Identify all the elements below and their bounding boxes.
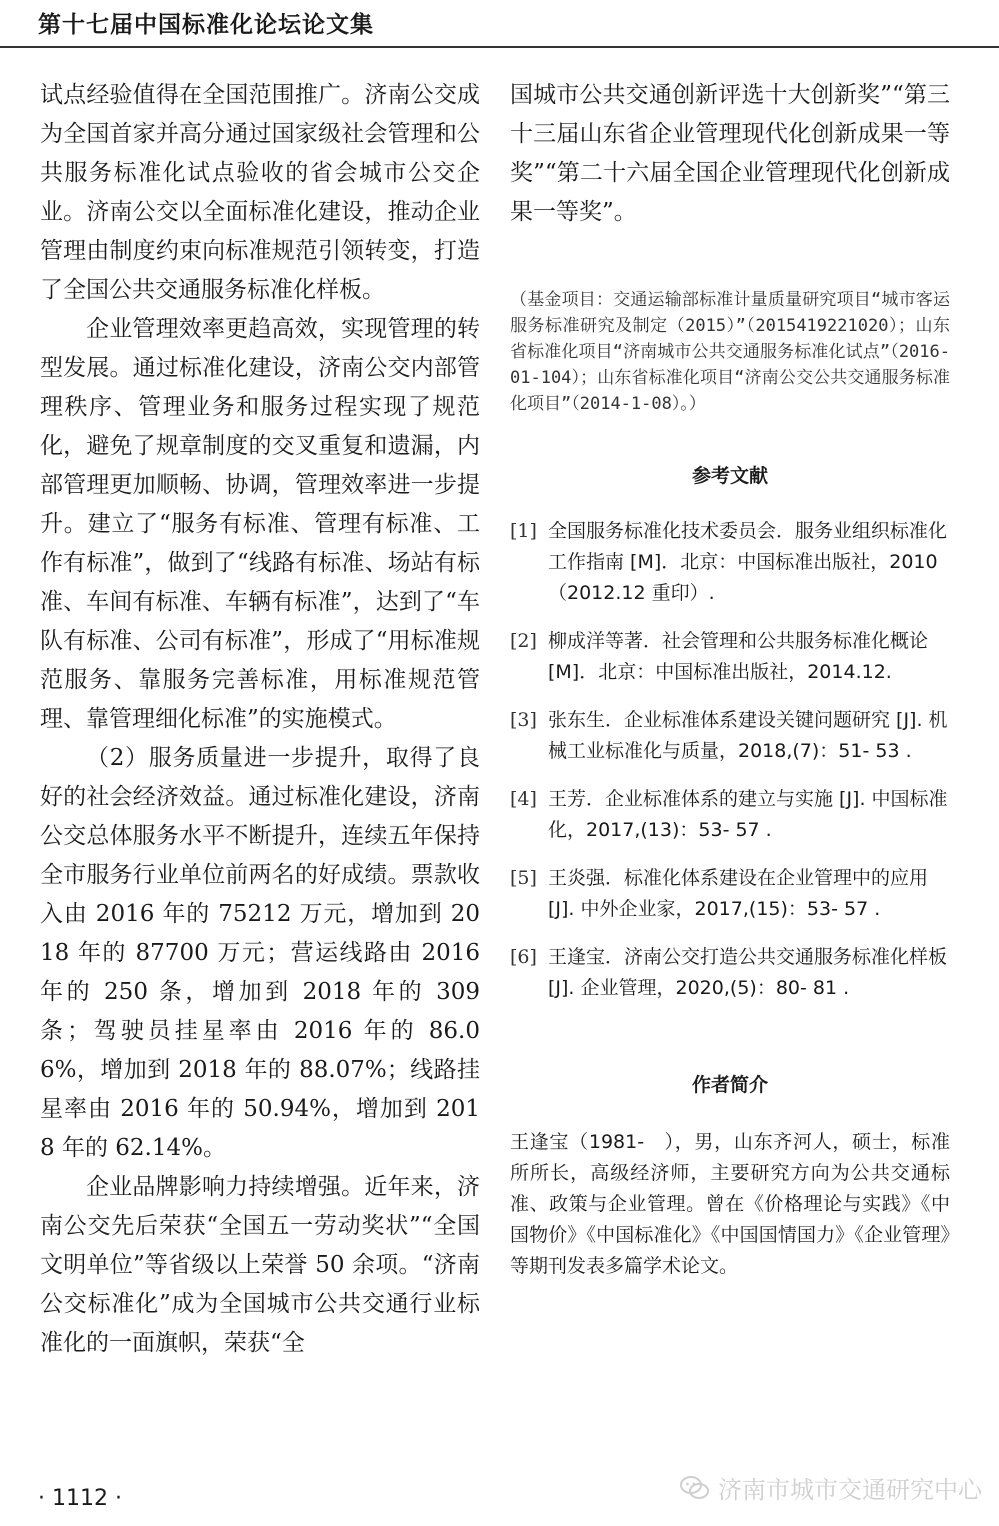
reference-text: 张东生．企业标准体系建设关键问题研究 [J]. 机械工业标准化与质量，2018,(7)：51- 53 . bbox=[548, 709, 948, 762]
reference-item bbox=[510, 516, 950, 609]
reference-number: [2] bbox=[510, 630, 537, 652]
running-header bbox=[0, 0, 999, 48]
watermark-text: 济南市城市交通研究中心 bbox=[718, 1476, 982, 1504]
reference-item bbox=[510, 863, 950, 925]
reference-number: [3] bbox=[510, 709, 537, 731]
author-bio: 王逢宝（1981- ），男，山东齐河人，硕士，标准所所长，高级经济师，主要研究方向为公共交通标准、政策与企业管理。曾在《价格理论与实践》《中国物价》《中国标准化》《中国国情国力》《企业管理》等期刊发表多篇学术论文。 bbox=[510, 1131, 950, 1277]
reference-item bbox=[510, 784, 950, 846]
wechat-icon bbox=[680, 1475, 710, 1501]
page-number: · 1112 · bbox=[38, 1486, 122, 1511]
reference-text: 王逢宝．济南公交打造公共交通服务标准化样板 [J]. 企业管理，2020,(5)：80- 81 . bbox=[548, 946, 948, 999]
reference-number: [6] bbox=[510, 946, 537, 968]
body-paragraph: （2）服务质量进一步提升，取得了良好的社会经济效益。通过标准化建设，济南公交总体服务水平不断提升，连续五年保持全市服务行业单位前两名的好成绩。票款收入由 2016 年的 75212 万元，增加到 2018 年的 87700 万元；营运线路由 2016 年的 250 条，增加到 2018 年的 309 条；驾驶员挂星率由 2016 年的 86.06%，增加到 2018 年的 88.07%；线路挂星率由 2016 年的 50.94%，增加到 2018 年的 62.14%。 bbox=[40, 745, 480, 1161]
references-list bbox=[510, 516, 950, 1004]
fund-note: （基金项目：交通运输部标准计量质量研究项目“城市客运服务标准研究及制定（2015）”（2015419221020）；山东省标准化项目“济南城市公共交通服务标准化试点”（2016-01-104）；山东省标准化项目“济南公交公共交通服务标准化项目”（2014-1-08）。） bbox=[510, 290, 950, 414]
references-title: 参考文献 bbox=[691, 465, 768, 487]
watermark bbox=[680, 1470, 982, 1505]
header-title: 第十七届中国标准化论坛论文集 bbox=[38, 12, 374, 38]
reference-item bbox=[510, 626, 950, 688]
body-paragraph: 企业品牌影响力持续增强。近年来，济南公交先后荣获“全国五一劳动奖状”“全国文明单位”等省级以上荣誉 50 余项。“济南公交标准化”成为全国城市公共交通行业标准化的一面旗帜，荣获“全 bbox=[40, 1174, 480, 1356]
reference-number: [5] bbox=[510, 867, 537, 889]
reference-text: 王炎强．标准化体系建设在企业管理中的应用 [J]. 中外企业家，2017,(15)：53- 57 . bbox=[548, 867, 929, 920]
reference-text: 全国服务标准化技术委员会．服务业组织标准化工作指南 [M]．北京：中国标准出版社，2010（2012.12 重印）. bbox=[548, 520, 948, 604]
body-paragraph: 试点经验值得在全国范围推广。济南公交成为全国首家并高分通过国家级社会管理和公共服务标准化试点验收的省会城市公交企业。济南公交以全面标准化建设，推动企业管理由制度约束向标准规范引领转变，打造了全国公共交通服务标准化样板。 bbox=[40, 82, 480, 303]
author-title: 作者简介 bbox=[691, 1074, 768, 1096]
reference-text: 柳成洋等著．社会管理和公共服务标准化概论 [M]．北京：中国标准出版社，2014.12. bbox=[548, 630, 929, 683]
reference-text: 王芳．企业标准体系的建立与实施 [J]. 中国标准化，2017,(13)：53- 57 . bbox=[548, 788, 948, 841]
reference-item bbox=[510, 942, 950, 1004]
body-paragraph: 企业管理效率更趋高效，实现管理的转型发展。通过标准化建设，济南公交内部管理秩序、管理业务和服务过程实现了规范化，避免了规章制度的交叉重复和遗漏，内部管理更加顺畅、协调，管理效率进一步提升。建立了“服务有标准、管理有标准、工作有标准”，做到了“线路有标准、场站有标准、车间有标准、车辆有标准”，达到了“车队有标准、公司有标准”，形成了“用标准规范服务、靠服务完善标准，用标准规范管理、靠管理细化标准”的实施模式。 bbox=[40, 316, 480, 732]
reference-number: [4] bbox=[510, 788, 537, 810]
reference-item bbox=[510, 705, 950, 767]
right-column bbox=[510, 76, 950, 1282]
left-column bbox=[40, 76, 480, 1363]
body-paragraph-continuation: 国城市公共交通创新评选十大创新奖”“第三十三届山东省企业管理现代化创新成果一等奖”“第二十六届全国企业管理现代化创新成果一等奖”。 bbox=[510, 82, 950, 225]
reference-number: [1] bbox=[510, 520, 537, 542]
